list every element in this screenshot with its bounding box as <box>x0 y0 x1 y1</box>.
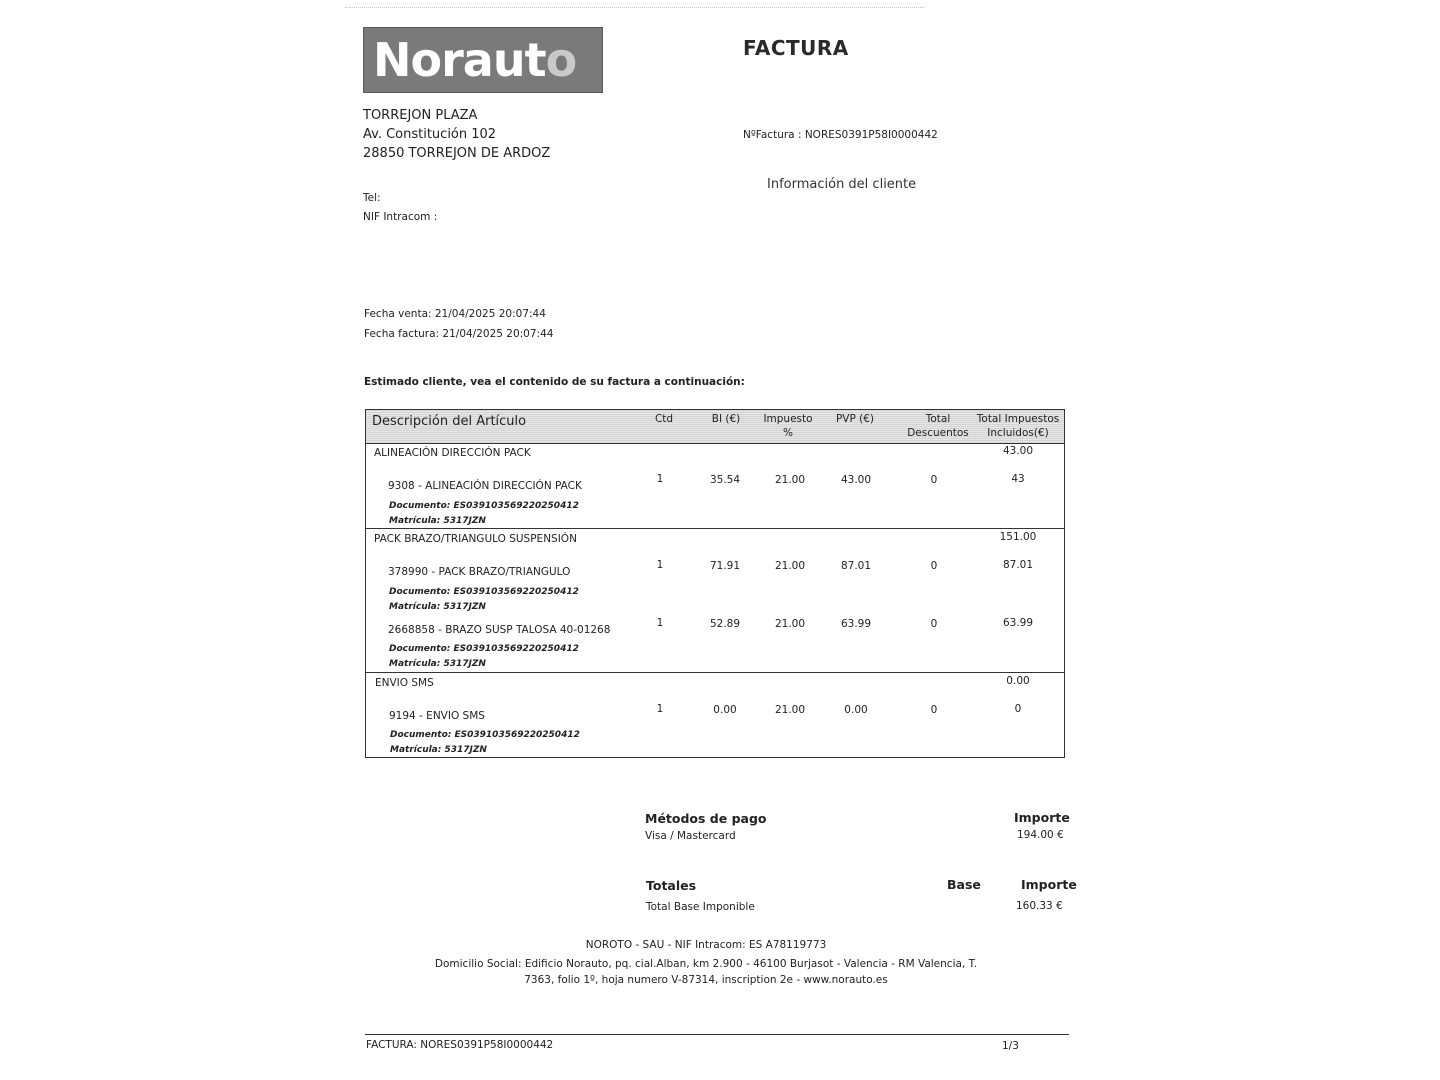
item-document: Documento: ES039103569220250412 <box>390 730 580 740</box>
item-total: 87.01 <box>1002 559 1034 571</box>
group-divider <box>366 672 1064 673</box>
header-tax: Impuesto <box>763 413 813 425</box>
invoice-number: NºFactura : NORES0391P58I0000442 <box>743 129 938 141</box>
logo-text: Noraut <box>373 33 546 87</box>
item-tax: 21.00 <box>774 618 806 630</box>
item-description: 9308 - ALINEACIÓN DIRECCIÓN PACK <box>388 480 582 492</box>
group-total: 151.00 <box>999 531 1037 543</box>
payment-amount-heading: Importe <box>1014 810 1070 825</box>
company-line: NOROTO - SAU - NIF Intracom: ES A78119773 <box>585 939 827 951</box>
payment-method: Visa / Mastercard <box>645 830 736 842</box>
item-plate: Matrícula: 5317JZN <box>389 516 486 526</box>
payment-methods-heading: Métodos de pago <box>645 811 767 826</box>
item-pvp: 0.00 <box>844 704 868 716</box>
header-total: Total Impuestos <box>976 413 1060 425</box>
item-document: Documento: ES039103569220250412 <box>389 587 579 597</box>
item-total: 43 <box>1011 473 1025 485</box>
header-total-2: Incluidos(€) <box>987 427 1049 439</box>
tel-label: Tel: <box>363 192 381 204</box>
item-description: 9194 - ENVIO SMS <box>389 710 485 722</box>
item-qty: 1 <box>656 703 664 715</box>
item-plate: Matrícula: 5317JZN <box>389 659 486 669</box>
payment-amount: 194.00 € <box>1017 829 1064 841</box>
group-name: PACK BRAZO/TRIANGULO SUSPENSIÓN <box>374 533 577 545</box>
client-info-heading: Información del cliente <box>767 177 917 192</box>
item-description: 2668858 - BRAZO SUSP TALOSA 40-01268 <box>388 624 611 636</box>
item-bi: 52.89 <box>709 618 741 630</box>
group-divider <box>366 528 1064 529</box>
item-document: Documento: ES039103569220250412 <box>389 501 579 511</box>
sale-date: Fecha venta: 21/04/2025 20:07:44 <box>364 308 546 320</box>
top-scan-edge <box>345 7 925 8</box>
item-discount: 0 <box>930 560 938 572</box>
item-tax: 21.00 <box>774 704 806 716</box>
table-header <box>366 410 1064 444</box>
company-address: Domicilio Social: Edificio Norauto, pq. cial.Alban, km 2.900 - 46100 Burjasot - Valencia - RM Valencia, T. <box>434 958 978 970</box>
header-discounts: Total <box>925 413 951 425</box>
footer-invoice-number: FACTURA: NORES0391P58I0000442 <box>366 1039 554 1051</box>
page-number: 1/3 <box>1002 1040 1019 1052</box>
item-qty: 1 <box>656 617 664 629</box>
item-bi: 0.00 <box>713 704 737 716</box>
item-discount: 0 <box>930 704 938 716</box>
intro-text: Estimado cliente, vea el contenido de su factura a continuación: <box>364 376 745 388</box>
logo-text-o: o <box>545 33 577 87</box>
group-name: ALINEACIÓN DIRECCIÓN PACK <box>374 447 531 459</box>
item-document: Documento: ES039103569220250412 <box>389 644 579 654</box>
header-bi: BI (€) <box>711 413 741 425</box>
item-plate: Matrícula: 5317JZN <box>389 602 486 612</box>
item-plate: Matrícula: 5317JZN <box>390 745 487 755</box>
item-bi: 35.54 <box>709 474 741 486</box>
group-total: 0.00 <box>1006 675 1030 687</box>
item-qty: 1 <box>656 559 664 571</box>
item-tax: 21.00 <box>774 560 806 572</box>
totals-amount-heading: Importe <box>1021 877 1077 892</box>
invoice-date: Fecha factura: 21/04/2025 20:07:44 <box>364 328 554 340</box>
item-pvp: 43.00 <box>840 474 872 486</box>
company-registry: 7363, folio 1º, hoja numero V-87314, inscription 2e - www.norauto.es <box>524 974 888 986</box>
item-bi: 71.91 <box>709 560 741 572</box>
total-base-amount: 160.33 € <box>1016 900 1063 912</box>
group-total: 43.00 <box>1002 445 1034 457</box>
document-title: FACTURA <box>743 36 849 60</box>
item-pvp: 87.01 <box>840 560 872 572</box>
item-qty: 1 <box>656 473 664 485</box>
header-qty: Ctd <box>654 413 674 425</box>
item-discount: 0 <box>930 474 938 486</box>
item-total: 63.99 <box>1002 617 1034 629</box>
item-description: 378990 - PACK BRAZO/TRIANGULO <box>388 566 571 578</box>
store-name: TORREJON PLAZA <box>363 108 478 123</box>
header-description: Descripción del Artículo <box>372 414 527 429</box>
group-name: ENVIO SMS <box>375 677 434 689</box>
items-table <box>365 409 1065 758</box>
totals-base-heading: Base <box>947 877 981 892</box>
nif-label: NIF Intracom : <box>363 211 438 223</box>
item-tax: 21.00 <box>774 474 806 486</box>
store-address: Av. Constitución 102 <box>363 127 497 142</box>
header-pvp: PVP (€) <box>835 413 875 425</box>
header-tax-pct: % <box>783 427 793 439</box>
header-discounts-2: Descuentos <box>907 427 969 439</box>
totals-heading: Totales <box>646 878 697 893</box>
norauto-logo <box>363 27 603 93</box>
store-city: 28850 TORREJON DE ARDOZ <box>363 146 551 161</box>
total-base-label: Total Base Imponible <box>646 901 755 913</box>
footer-divider <box>365 1034 1069 1035</box>
item-total: 0 <box>1014 703 1022 715</box>
item-discount: 0 <box>930 618 938 630</box>
item-pvp: 63.99 <box>840 618 872 630</box>
